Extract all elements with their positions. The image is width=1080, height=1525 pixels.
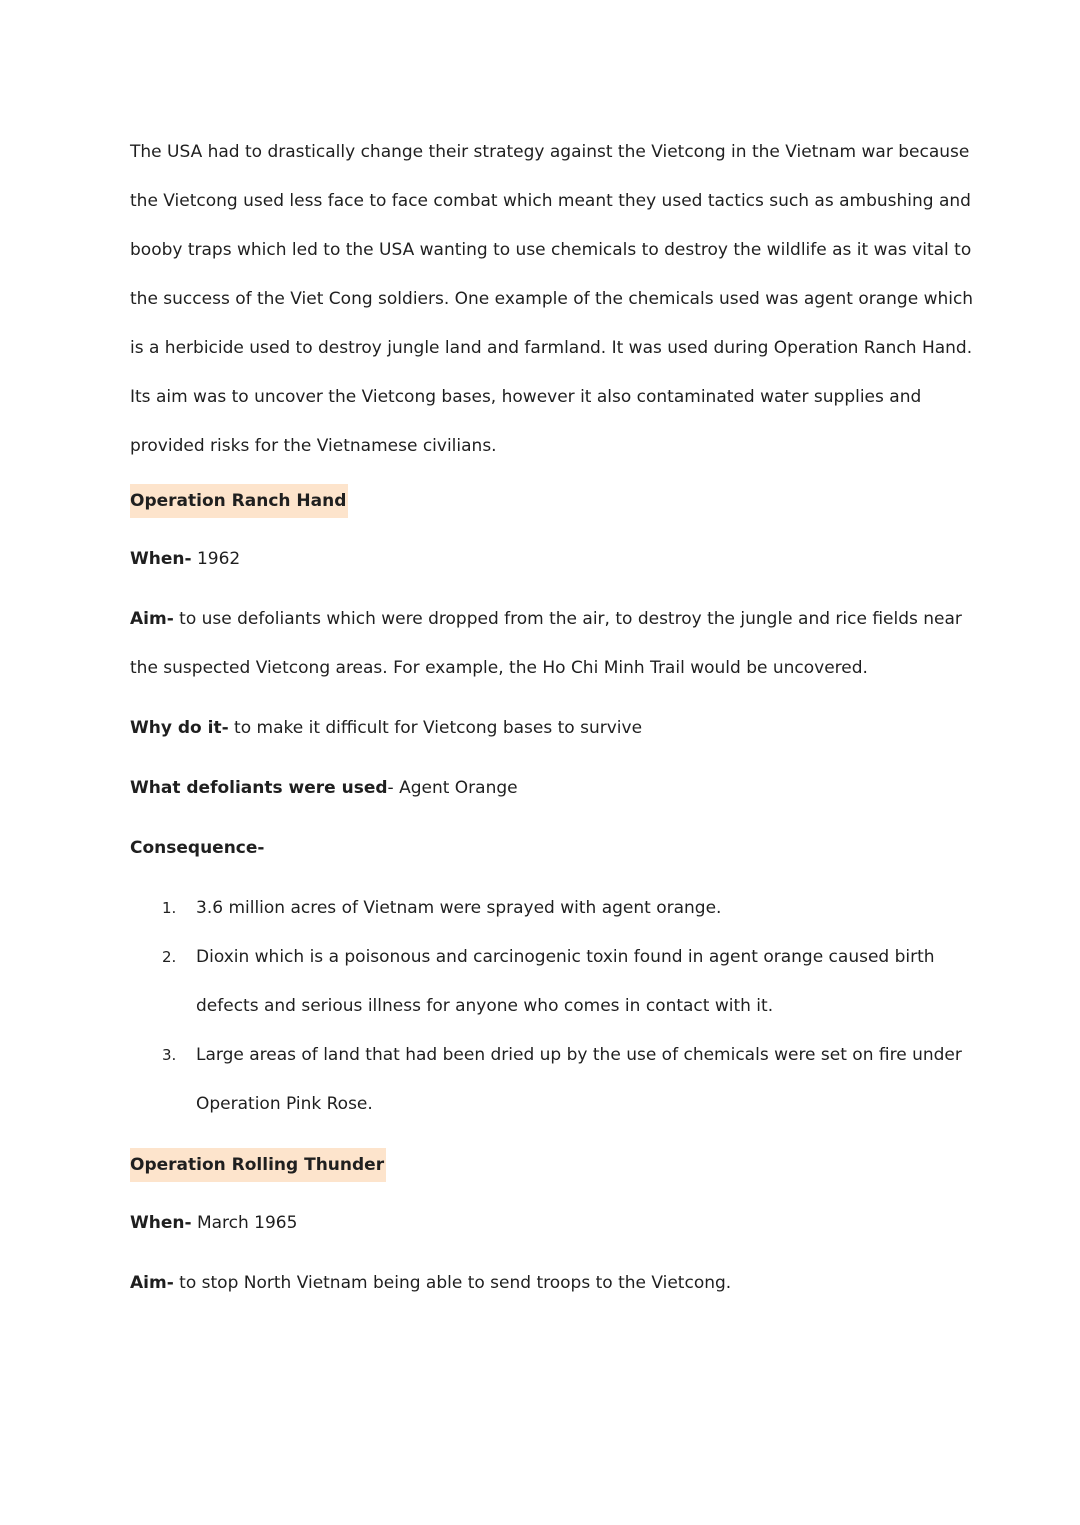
intro-line: booby traps which led to the USA wanting to use chemicals to destroy the wildlife as it was vital to [130,240,972,260]
aim-text: to use defoliants which were dropped from the air, to destroy the jungle and rice fields near [173,609,962,629]
consequence-label: Consequence- [130,838,265,858]
list-item [162,1031,962,1129]
list-number: 3. [162,1046,177,1064]
intro-line: Its aim was to uncover the Vietcong bases, however it also contaminated water supplies and [130,387,922,407]
ranch-hand-defoliants [130,777,518,799]
intro-paragraph [130,128,974,471]
intro-line: the Vietcong used less face to face combat which meant they used tactics such as ambushing and [130,191,971,211]
intro-line: The USA had to drastically change their strategy against the Vietcong in the Vietnam war because [130,142,970,162]
intro-line: provided risks for the Vietnamese civilians. [130,436,497,456]
list-item-text: Dioxin which is a poisonous and carcinogenic toxin found in agent orange caused birth [196,947,935,967]
when-label: When- [130,549,192,569]
ranch-hand-why [130,717,642,739]
when-label: When- [130,1213,192,1233]
list-item-text: defects and serious illness for anyone who comes in contact with it. [196,996,774,1016]
list-item-text: 3.6 million acres of Vietnam were sprayed with agent orange. [196,898,722,918]
when-value: 1962 [191,549,241,569]
heading-operation-ranch-hand: Operation Ranch Hand [130,484,348,518]
aim-label: Aim- [130,1273,174,1293]
heading-operation-rolling-thunder: Operation Rolling Thunder [130,1148,386,1182]
aim-line: the suspected Vietcong areas. For example, the Ho Chi Minh Trail would be uncovered. [130,658,868,678]
defoliants-value: - Agent Orange [387,778,518,798]
list-number: 1. [162,899,177,917]
why-label: Why do it- [130,718,229,738]
when-value: March 1965 [191,1213,298,1233]
intro-line: the success of the Viet Cong soldiers. One example of the chemicals used was agent orange which [130,289,974,309]
ranch-hand-when [130,548,240,570]
list-item [162,933,952,1031]
aim-line [130,595,962,644]
rolling-thunder-aim [130,1272,731,1294]
list-item [162,884,952,933]
defoliants-label: What defoliants were used [130,778,388,798]
aim-text: to stop North Vietnam being able to send troops to the Vietcong. [173,1273,732,1293]
rolling-thunder-when [130,1212,297,1234]
why-value: to make it difficult for Vietcong bases to survive [228,718,643,738]
aim-label: Aim- [130,609,174,629]
intro-line: is a herbicide used to destroy jungle land and farmland. It was used during Operation Ranch Hand. [130,338,973,358]
list-item-text: Operation Pink Rose. [196,1094,373,1114]
ranch-hand-consequence [130,837,264,859]
consequence-list [162,884,962,1129]
list-item-text: Large areas of land that had been dried up by the use of chemicals were set on fire under [196,1045,962,1065]
list-number: 2. [162,948,177,966]
ranch-hand-aim [130,595,962,693]
